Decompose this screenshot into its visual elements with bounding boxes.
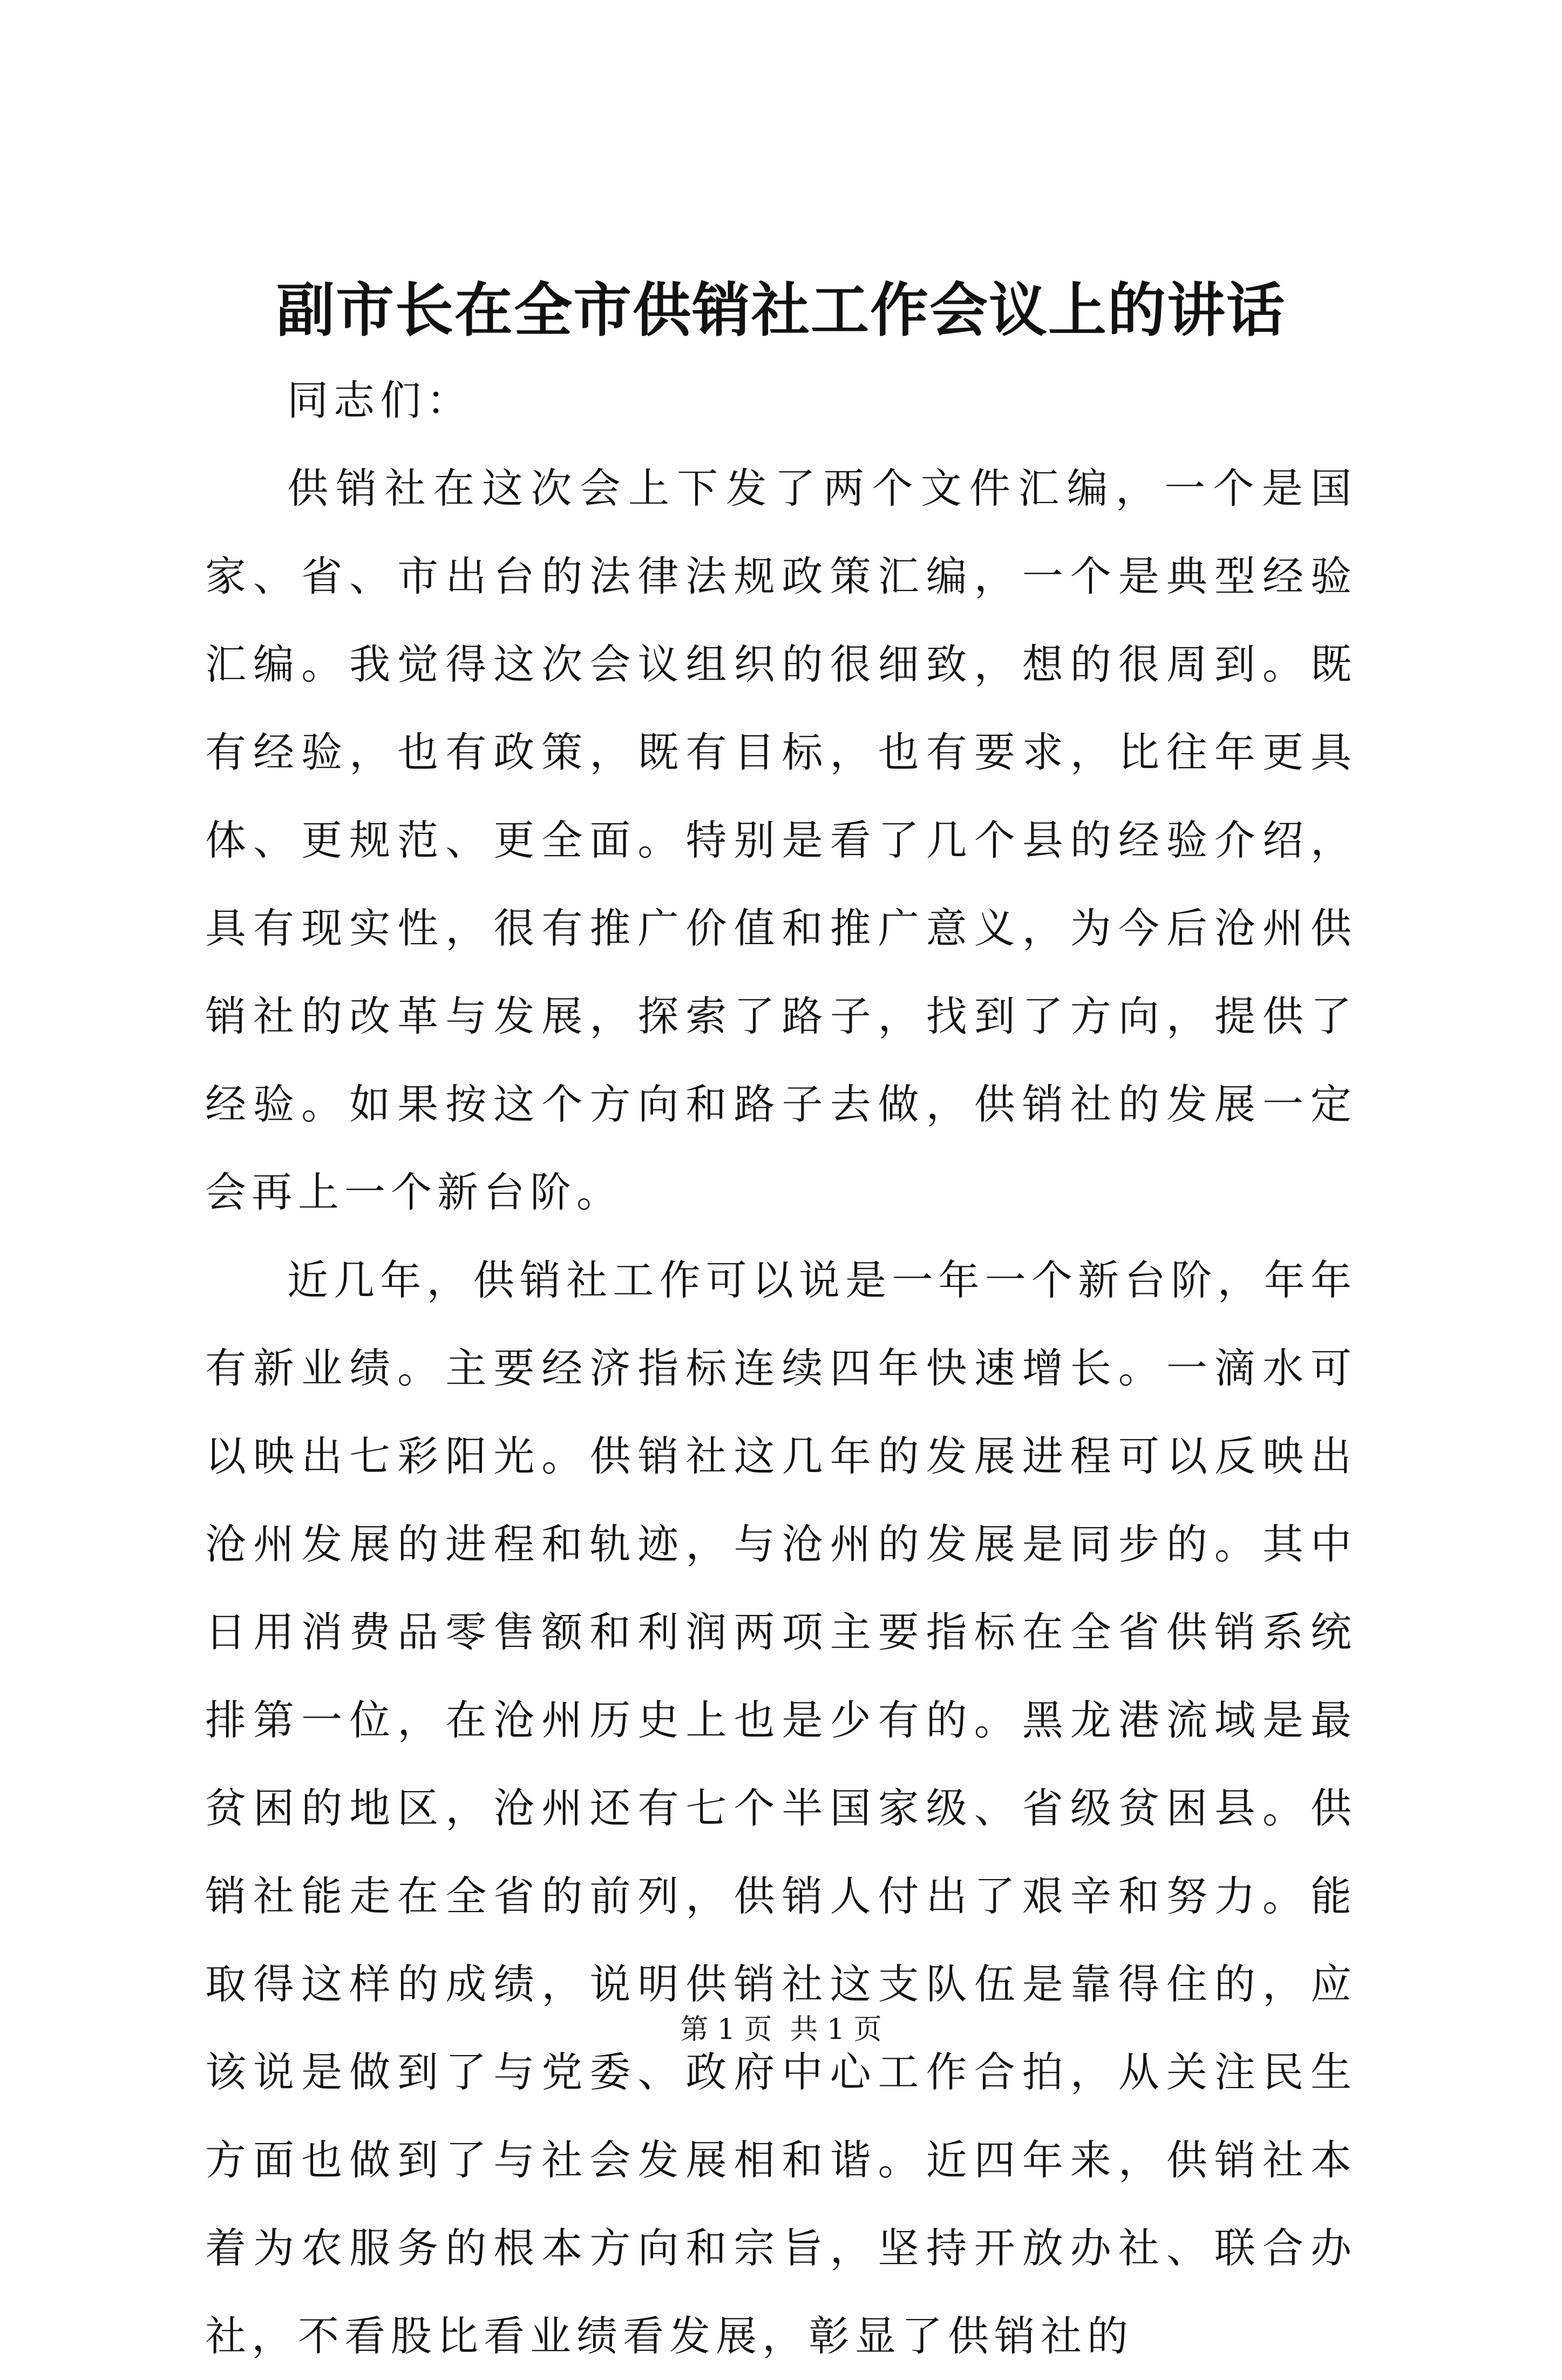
document-body — [205, 356, 1357, 2380]
salutation: 同志们： — [287, 376, 473, 424]
paragraph-2: 近几年，供销社工作可以说是一年一个新台阶，年年有新业绩。主要经济指标连续四年快速增长。一滴水可以映出七彩阳光。供销社这几年的发展进程可以反映出沧州发展的进程和轨迹，与沧州的发展是同步的。其中日用消费品零售额和利润两项主要指标在全省供销系统排第一位，在沧州历史上也是少有的。黑龙港流域是最贫困的地区，沧州还有七个半国家级、省级贫困县。供销社能走在全省的前列，供销人付出了艰辛和努力。能取得这样的成绩，说明供销社这支队伍是靠得住的，应该说是做到了与党委、政府中心工作合拍，从关注民生方面也做到了与社会发展相和谐。近四年来，供销社本着为农服务的根本方向和宗旨，坚持开放办社、联合办社，不看股比看业绩看发展，彰显了供销社的 — [205, 1256, 1357, 2360]
page-footer: 第 1 页 共 1 页 — [680, 2013, 882, 2046]
document-title: 副市长在全市供销社工作会议上的讲话 — [276, 276, 1286, 344]
paragraph-1: 供销社在这次会上下发了两个文件汇编，一个是国家、省、市出台的法律法规政策汇编，一个是典型经验汇编。我觉得这次会议组织的很细致，想的很周到。既有经验，也有政策，既有目标，也有要求，比往年更具体、更规范、更全面。特别是看了几个县的经验介绍，具有现实性，很有推广价值和推广意义，为今后沧州供销社的改革与发展，探索了路子，找到了方向，提供了经验。如果按这个方向和路子去做，供销社的发展一定会再上一个新台阶。 — [205, 464, 1357, 1216]
